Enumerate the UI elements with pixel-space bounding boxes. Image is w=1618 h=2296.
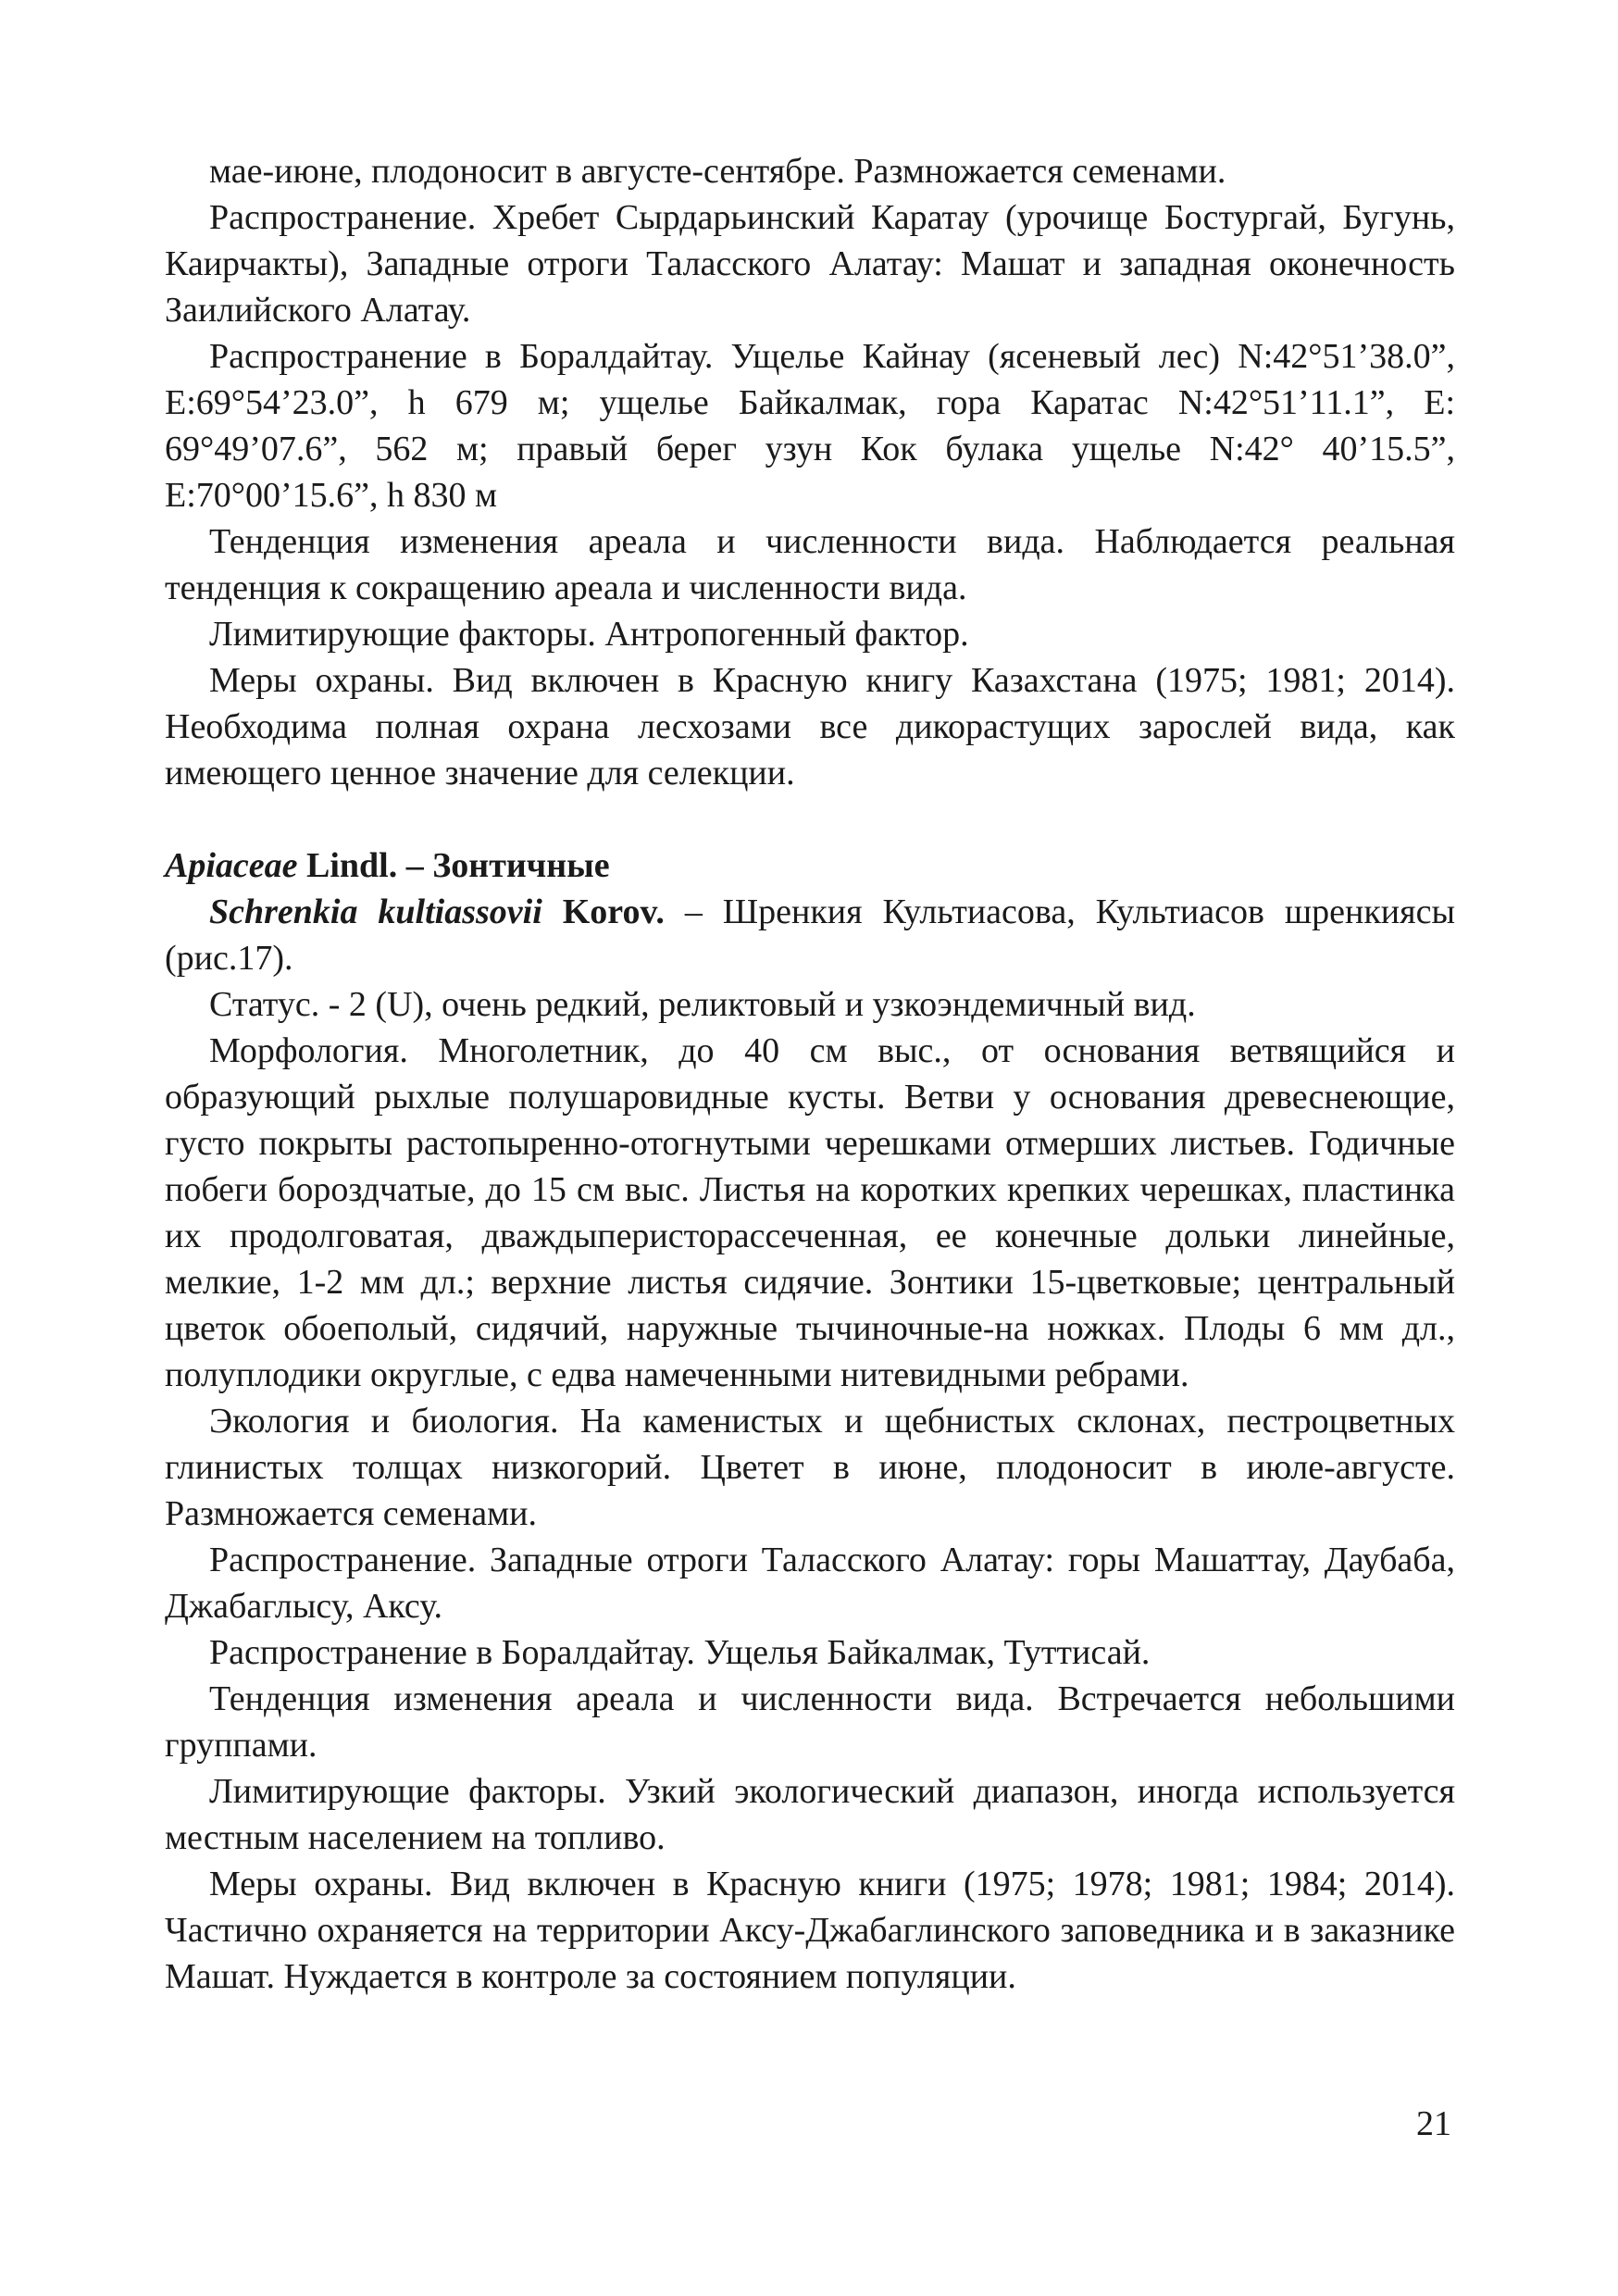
paragraph-flowering: мае-июне, плодоносит в августе-сентябре. Размножается семенами. (209, 152, 1226, 191)
species-common-names: – Шренкия Культиасова, Культиасов шренкиясы (рис.17). (165, 892, 1455, 978)
paragraph-distribution-boraldaytau-2: Распространение в Боралдайтау. Ущелья Байкалмак, Туттисай. (209, 1633, 1151, 1672)
paragraph-distribution-2: Распространение. Западные отроги Таласского Алатау: горы Машаттау, Даубаба, Джабаглысу, Аксу. (165, 1541, 1455, 1626)
section-gap (165, 796, 1455, 842)
paragraph-limiting-factors: Лимитирующие факторы. Антропогенный фактор. (209, 615, 969, 654)
family-heading-rest: Lindl. – Зонтичные (297, 846, 610, 885)
paragraph-protection-2: Меры охраны. Вид включен в Красную книги (1975; 1978; 1981; 1984; 2014). Частично охраняется на территории Аксу-Джабаглинского заповедника и в заказнике Машат. Нуждается в контроле за состоянием популяции. (165, 1865, 1455, 1996)
paragraph-distribution: Распространение. Хребет Сырдарьинский Каратау (урочище Бостургай, Бугунь, Каирчакты), Западные отроги Таласского Алатау: Машат и западная оконечность Заилийского Алатау. (165, 198, 1455, 330)
paragraph-range-trend: Тенденция изменения ареала и численности вида. Наблюдается реальная тенденция к сокращению ареала и численности вида. (165, 522, 1455, 607)
paragraph-morphology: Морфология. Многолетник, до 40 см выс., от основания ветвящийся и образующий рыхлые полушаровидные кусты. Ветви у основания древеснеющие, густо покрыты растопыренно-отогнутыми черешками отмерших листьев. Годичные побеги бороздчатые, до 15 см выс. Листья на коротких крепких черешках, пластинка их продолговатая, дваждыперисторассеченная, ее конечные дольки линейные, мелкие, 1-2 мм дл.; верхние листья сидячие. Зонтики 15-цветковые; центральный цветок обоеполый, сидячий, наружные тычиночные-на ножках. Плоды 6 мм дл., полуплодики округлые, с едва намеченными нитевидными ребрами. (165, 1031, 1455, 1394)
paragraph-range-trend-2: Тенденция изменения ареала и численности вида. Встречается небольшими группами. (165, 1679, 1455, 1765)
paragraph-limiting-factors-2: Лимитирующие факторы. Узкий экологический диапазон, иногда используется местным населением на топливо. (165, 1772, 1455, 1857)
species-title (165, 889, 1455, 981)
paragraph-ecology: Экология и биология. На каменистых и щебнистых склонах, пестроцветных глинистых толщах низкогорий. Цветет в июне, плодоносит в июле-августе. Размножается семенами. (165, 1402, 1455, 1533)
paragraph-distribution-boraldaytau: Распространение в Боралдайтау. Ущелье Кайнау (ясеневый лес) N:42°51’38.0”, E:69°54’23.0”, h 679 м; ущелье Байкалмак, гора Каратас N:42°51’11.1”, E: 69°49’07.6”, 562 м; правый берег узун Кок булака ущелье N:42° 40’15.5”, E:70°00’15.6”, h 830 м (165, 337, 1455, 515)
page-number: 21 (1416, 2104, 1451, 2143)
paragraph-status: Статус. - 2 (U), очень редкий, реликтовый и узкоэндемичный вид. (209, 985, 1196, 1024)
paragraph-protection: Меры охраны. Вид включен в Красную книгу Казахстана (1975; 1981; 2014). Необходима полная охрана лесхозами все дикорастущих зарослей вида, как имеющего ценное значение для селекции. (165, 661, 1455, 792)
family-latin-name: Apiaceae (165, 846, 298, 885)
species-author: Korov. (541, 892, 665, 931)
page-body (165, 148, 1455, 2000)
species-latin-name: Schrenkia kultiassovii (209, 892, 542, 931)
family-heading (165, 842, 1455, 889)
